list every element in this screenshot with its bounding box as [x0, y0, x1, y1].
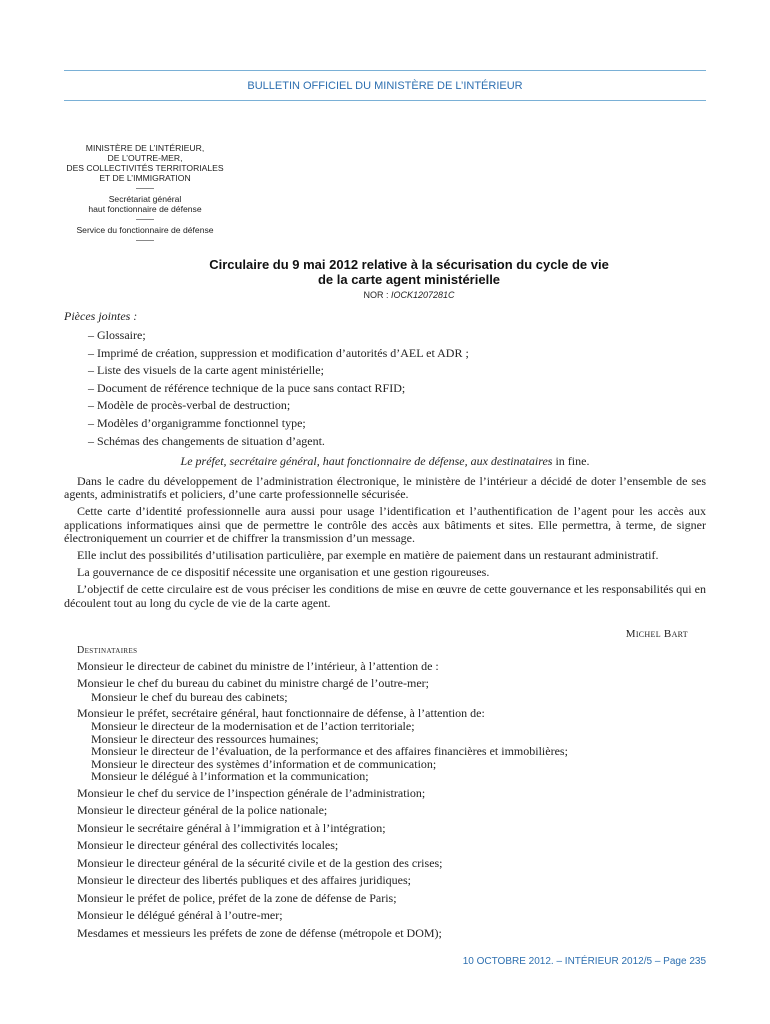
- recipient-sub-line: Monsieur le délégué à l’information et la communication;: [91, 769, 369, 784]
- attachments-label: Pièces jointes :: [64, 309, 138, 323]
- attachment-item: – Modèle de procès-verbal de destruction;: [88, 398, 291, 413]
- recipient-sub-line: Monsieur le directeur de la modernisation et de l’action territoriale;: [91, 719, 415, 734]
- addressee-line: [64, 454, 706, 469]
- header-bottom-rule: [64, 100, 706, 101]
- recipient-entry: [77, 677, 697, 703]
- page-footer: 10 OCTOBRE 2012. – INTÉRIEUR 2012/5 – Page 235: [462, 956, 706, 967]
- recipient-entry: [77, 707, 697, 782]
- recipient-line: Monsieur le directeur général des collectivités locales;: [77, 838, 339, 853]
- recipients-list: [77, 660, 697, 944]
- service-line: Service du fonctionnaire de défense: [76, 225, 214, 235]
- recipient-entry: [77, 804, 697, 817]
- recipient-entry: [77, 839, 697, 852]
- ministry-name-line: ET DE L’IMMIGRATION: [99, 173, 191, 183]
- attachment-item: – Imprimé de création, suppression et modification d’autorités d’AEL et ADR ;: [88, 345, 469, 360]
- recipient-sub-line: Monsieur le directeur des ressources humaines;: [91, 731, 319, 746]
- nor-reference: [0, 290, 770, 300]
- body-paragraph: Cette carte d’identité professionnelle aura aussi pour usage l’identification et l’authentification de l’agent pour les accès aux applications informatiques ainsi que de permettre le contrôle des accès aux bâtiments et sites. Elle permettra, à terme, de signer électroniquement un courrier et de chiffrer la transmission d’un message.: [64, 504, 706, 545]
- attachment-item: – Modèles d’organigramme fonctionnel type;: [88, 415, 306, 430]
- recipient-line: Monsieur le chef du service de l’inspection générale de l’administration;: [77, 785, 426, 800]
- ministry-name-line: MINISTÈRE DE L’INTÉRIEUR,: [85, 143, 205, 153]
- signature: Michel Bart: [625, 628, 688, 640]
- nor-code: IOCK1207281C: [390, 290, 455, 300]
- addressee-italic: Le préfet, secrétaire général, haut fonctionnaire de défense, aux destinataires: [180, 454, 553, 468]
- attachments-list: [88, 327, 469, 450]
- document-title: [0, 257, 770, 287]
- secretariat-line: haut fonctionnaire de défense: [88, 204, 202, 214]
- recipient-line: Monsieur le directeur des libertés publiques et des affaires juridiques;: [77, 873, 412, 888]
- addressee-tail: in fine.: [552, 454, 590, 468]
- body-paragraph: Elle inclut des possibilités d’utilisation particulière, par exemple en matière de paiement dans un restaurant administratif.: [77, 548, 659, 563]
- recipient-line: Monsieur le chef du bureau du cabinet du ministre chargé de l’outre-mer;: [77, 676, 429, 691]
- separator: [136, 219, 154, 220]
- attachment-item: – Document de référence technique de la puce sans contact RFID;: [88, 380, 406, 395]
- ministry-block: [62, 143, 228, 246]
- recipient-line: Monsieur le préfet de police, préfet de la zone de défense de Paris;: [77, 890, 397, 905]
- recipient-line: Monsieur le secrétaire général à l’immigration et à l’intégration;: [77, 820, 386, 835]
- recipient-entry: [77, 787, 697, 800]
- recipient-entry: [77, 927, 697, 940]
- secretariat-line: Secrétariat général: [108, 194, 182, 204]
- header-top-rule: [64, 70, 706, 71]
- body-paragraph: L’objectif de cette circulaire est de vous préciser les conditions de mise en œuvre de cette gouvernance et les responsabilités qui en découlent tout au long du cycle de vie de la carte agent.: [64, 582, 706, 610]
- title-line: Circulaire du 9 mai 2012 relative à la sécurisation du cycle de vie: [209, 257, 609, 272]
- recipient-line: Monsieur le directeur de cabinet du ministre de l’intérieur, à l’attention de :: [77, 659, 439, 673]
- recipient-entry: [77, 892, 697, 905]
- recipient-line: Mesdames et messieurs les préfets de zone de défense (métropole et DOM);: [77, 925, 442, 940]
- recipient-line: Monsieur le directeur général de la police nationale;: [77, 803, 328, 818]
- recipient-entry: [77, 909, 697, 922]
- ministry-name-line: DES COLLECTIVITÉS TERRITORIALES: [66, 163, 224, 173]
- title-line: de la carte agent ministérielle: [317, 272, 501, 287]
- body-text: [64, 475, 706, 614]
- recipient-sub-line: Monsieur le directeur des systèmes d’information et de communication;: [91, 756, 437, 771]
- recipient-line: Monsieur le préfet, secrétaire général, haut fonctionnaire de défense, à l’attention de:: [77, 706, 485, 721]
- attachment-item: – Schémas des changements de situation d’agent.: [88, 433, 325, 448]
- recipient-line: Monsieur le délégué général à l’outre-mer;: [77, 908, 283, 923]
- recipient-sub-line: Monsieur le chef du bureau des cabinets;: [91, 689, 288, 704]
- recipient-entry: [77, 660, 697, 673]
- attachment-item: – Glossaire;: [88, 328, 146, 342]
- body-paragraph: La gouvernance de ce dispositif nécessite une organisation et une gestion rigoureuses.: [77, 565, 490, 580]
- recipient-line: Monsieur le directeur général de la sécurité civile et de la gestion des crises;: [77, 855, 443, 870]
- body-paragraph: Dans le cadre du développement de l’administration électronique, le ministère de l’intérieur a décidé de doter l’ensemble de ses agents, administratifs et policiers, d’une carte professionnelle sécurisée.: [64, 474, 706, 502]
- separator: [136, 240, 154, 241]
- separator: [136, 188, 154, 189]
- attachment-item: – Liste des visuels de la carte agent ministérielle;: [88, 363, 324, 378]
- nor-label: NOR :: [363, 290, 391, 300]
- recipient-entry: [77, 874, 697, 887]
- ministry-name-line: DE L’OUTRE-MER,: [107, 153, 183, 163]
- recipient-entry: [77, 857, 697, 870]
- bulletin-header: BULLETIN OFFICIEL DU MINISTÈRE DE L’INTÉRIEUR: [247, 80, 523, 92]
- recipients-heading: Destinataires: [77, 645, 138, 656]
- recipient-sub-line: Monsieur le directeur de l’évaluation, de la performance et des affaires financières et immobilières;: [91, 744, 568, 759]
- recipient-entry: [77, 822, 697, 835]
